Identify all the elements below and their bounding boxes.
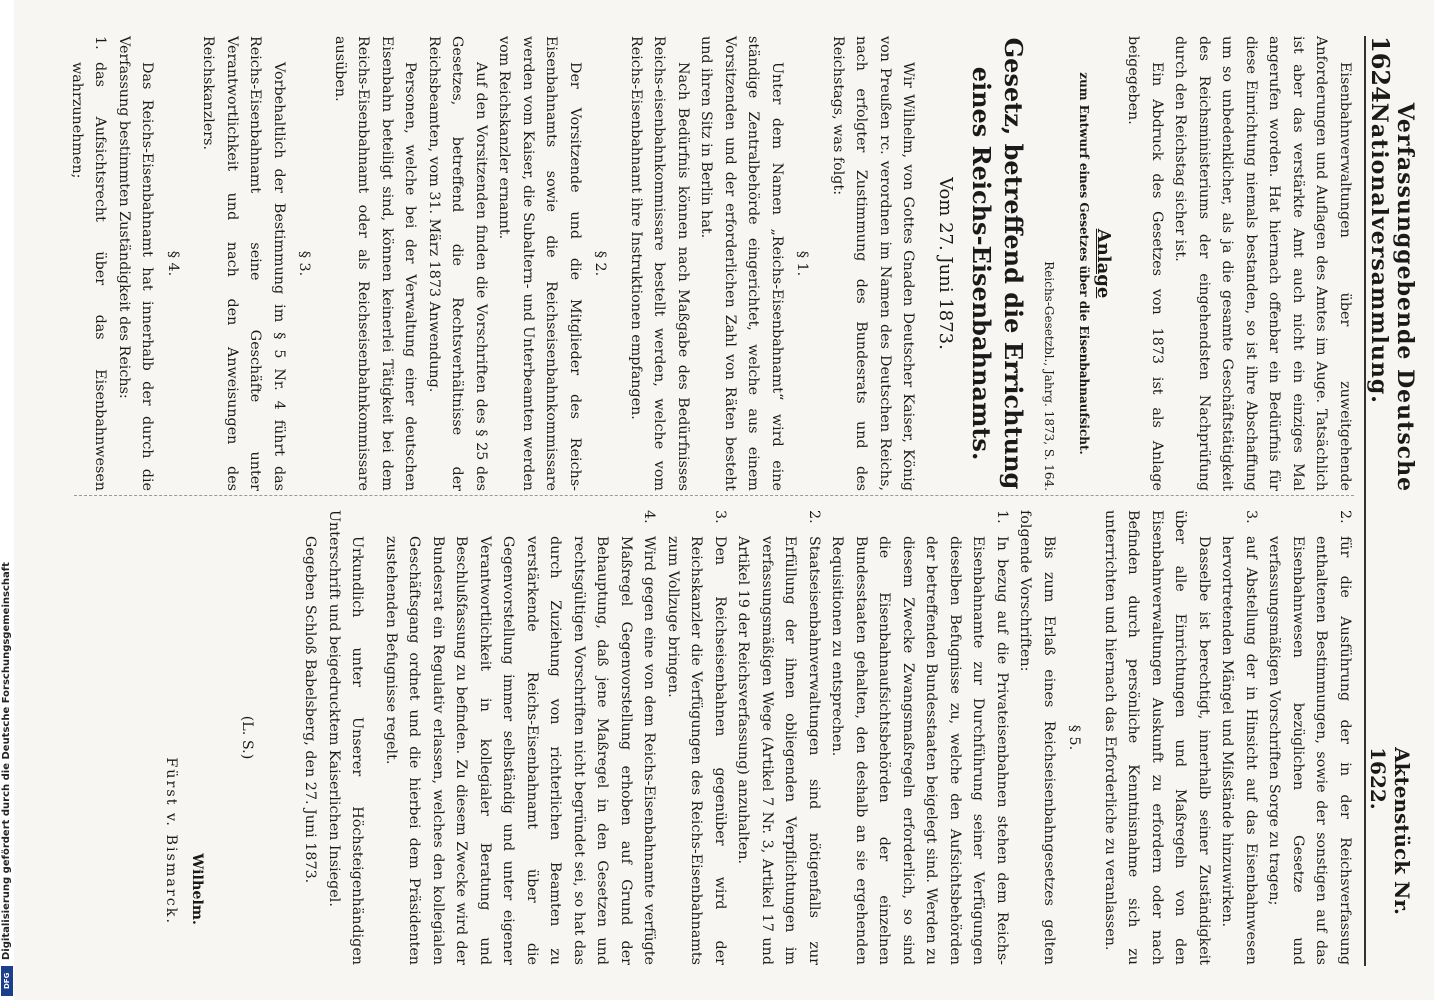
section-paragraph: Vorbehaltlich der Bestimmung im § 5 Nr. 4 führt das Reichs-Eisenbahnamt seine Geschäfte unter Verantwortlichkeit und nach den Anweisungen des Reichskanzlers.	[200, 36, 287, 491]
page-header	[1364, 36, 1418, 966]
section-paragraph: Personen, welche bei der Verwaltung einer deutschen Eisenbahn beteiligt sind, können keinerlei Tätigkeit bei dem Reichs-Eisenbahnamt oder als Reichseisenbahnkommissare ausüben.	[332, 36, 419, 491]
section-heading-5: § 5.	[1066, 724, 1083, 751]
list-item-text: für die Ausführung der in der Reichsverfassung enthaltenen Bestimmungen, sowie der sonstigen auf das Eisenbahnwesen bezüglichen Gesetze und verfassungsmäßigen Vorschriften Sorge zu tragen;	[1266, 536, 1353, 965]
section-heading-2: § 2.	[592, 250, 609, 277]
signature-chancellor: Fürst v. Bismarck.	[163, 757, 180, 925]
gegeben-line: Gegeben Schloß Babelsberg, den 27. Juni 1873.	[302, 536, 319, 884]
list-item	[1215, 510, 1262, 965]
list-item	[379, 510, 661, 965]
anlage-subheading: zum Entwurf eines Gesetzes über die Eisenbahnaufsicht.	[1077, 72, 1092, 455]
abdruck-note: Ein Abdruck des Gesetzes von 1873 ist als Anlage beigegeben.	[1125, 36, 1165, 491]
digitization-credit-strip	[0, 0, 14, 1000]
list-item	[661, 510, 732, 965]
list-item-text: Staatseisenbahnverwaltungen sind nötigenfalls zur Erfüllung der ihnen obliegenden Verpflichtungen im verfassungsmäßigen Wege (Artikel 7 Nr. 3, Artikel 17 und Artikel 19 der Reichsverfassung) anzuhalten.	[735, 536, 822, 965]
list-item	[1262, 510, 1356, 965]
page-number: 1624	[1366, 36, 1395, 103]
list-item-number: 1.	[92, 36, 109, 50]
right-column	[159, 510, 1357, 965]
berechtigt-paragraph: Dasselbe ist berechtigt, innerhalb seiner Zuständigkeit über alle Einrichtungen und Maßregeln von den Eisenbahnverwaltungen Auskunft zu erfordern oder nach Befinden durch persönliche Kenntnisnahme sich zu unterrichten und hiernach das Erforderliche zu veranlassen.	[1102, 510, 1212, 965]
list-item-text: In bezug auf die Privateisenbahnen stehen dem Reichs-Eisenbahnamte zur Durchführung seiner Verfügungen dieselben Befugnisse zu, welche den Aufsichtsbehörden der betreffenden Bundesstaaten beigelegt sind. Werden zu diesem Zwecke Zwangsmaßregeln erforderlich, so sind die Eisenbahnaufsichtsbehörden der einzelnen Bundesstaaten gehalten, den deshalb an sie ergehenden Requisitionen zu entsprechen.	[829, 536, 1010, 965]
signature-emperor: Wilhelm.	[189, 853, 206, 925]
section-paragraph: Das Reichs-Eisenbahnamt hat innerhalb der durch die Verfassung bestimmten Zuständigkeit des Reichs:	[116, 36, 156, 491]
anlage-heading: Anlage	[1093, 228, 1114, 299]
column-divider	[74, 495, 1354, 496]
preamble: Wir Wilhelm, von Gottes Gnaden Deutscher Kaiser, König von Preußen rc. verordnen im Namen des Deutschen Reichs, nach erfolgter Zustimmung des Bundesrats und des Reichstags, was folgt:	[830, 36, 917, 491]
list-item	[731, 510, 825, 965]
list-item-text: Den Reichseisenbahnen gegenüber wird der Reichskanzler die Verfügungen des Reichs-Eisenbahnamts zum Vollzuge bringen.	[665, 536, 728, 965]
seal-mark: (L. S.)	[239, 715, 255, 760]
page-title: Verfassunggebende Deutsche Nationalversammlung.	[1366, 102, 1418, 493]
list-item-number: 4.	[641, 510, 658, 524]
section-heading-1: § 1.	[794, 250, 811, 277]
list-item-number: 3.	[712, 510, 728, 524]
list-item-number: 3.	[1243, 510, 1259, 524]
list-item	[65, 36, 112, 491]
urkundlich-paragraph: Urkundlich unter Unserer Höchsteigenhändigen Unterschrift und beigedrucktem Kaiserlichen Insiegel.	[326, 510, 366, 965]
intro-paragraph: Eisenbahnverwaltungen über zuweitgehende Anforderungen und Auflagen des Amtes im Auge. Tatsächlich ist aber das verstärkte Amt auch nicht ein einziges Mal angerufen worden. Hat hiernach offenbar ein Bedürfnis für diese Einrichtung niemals bestanden, so ist ihre Abschaffung um so unbedenklicher, als ja die gesamte Geschäftstätigkeit des Reichsministeriums der eingehendsten Nachprüfung durch den Reichstag sicher ist.	[1172, 36, 1353, 491]
gazette-citation: Reichs-Gesetzbl., Jahrg. 1873, S. 164.	[1042, 261, 1057, 491]
digitization-credit: Digitalisierung gefördert durch die Deutsche Forschungsgemeinschaft	[1, 562, 12, 960]
list-item-number: 2.	[1337, 510, 1353, 524]
list-item-text: auf Abstellung der in Hinsicht auf das Eisenbahnwesen hervortretenden Mängel und Mißstände hinzuwirken.	[1219, 536, 1259, 965]
section-paragraph: Der Vorsitzende und die Mitglieder des Reichs-Eisenbahnamts sowie die Reichseisenbahnkommissare werden vom Kaiser, die Subaltern- und Unterbeamten werden vom Reichskanzler ernannt.	[496, 36, 583, 491]
section-heading-4: § 4.	[165, 250, 181, 277]
dfg-logo: DFG	[1, 966, 13, 996]
law-title: Gesetz, betreffend die Errichtung eines Reichs-Eisenbahnamts.	[967, 37, 1028, 490]
signature-block	[159, 510, 211, 965]
law-date: Vom 27. Juni 1873.	[935, 177, 956, 350]
section5-intro: Bis zum Erlaß eines Reichseisenbahngesetzes gelten folgende Vorschriften:	[1017, 510, 1057, 965]
section-paragraph: Auf den Vorsitzenden finden die Vorschriften des § 25 des Gesetzes, betreffend die Rechtsverhältnisse der Reichsbeamten, vom 31. März 1873 Anwendung.	[426, 36, 489, 491]
list-item-text: Wird gegen eine von dem Reichs-Eisenbahnamte verfügte Maßregel Gegenvorstellung erhoben auf Grund der Behauptung, daß jene Maßregel in den Gesetzen und rechtsgültigen Vorschriften nicht begründet sei, so hat das durch Zuziehung von richterlichen Beamten zu verstärkende Reichs-Eisenbahnamt über die Gegenvorstellung immer selbständig und unter eigener Verantwortlichkeit in kollegialer Beratung und Beschlußfassung zu befinden. Zu diesem Zwecke wird der Bundesrat ein Regulativ erlassen, welches den kollegialen Geschäftsgang ordnet und die hierbei dem Präsidenten zustehenden Befugnisse regelt.	[383, 536, 658, 965]
list-item-number: 1.	[994, 510, 1010, 524]
section-paragraph: Nach Bedürfnis können nach Maßgabe des Bedürfnisses Reichs-eisenbahnkommissare bestellt werden, welche vom Reichs-Eisenbahnamt ihre Instruktionen empfangen.	[628, 36, 691, 491]
list-item	[825, 510, 1013, 965]
list-item-text: das Aufsichtsrecht über das Eisenbahnwesen wahrzunehmen;	[69, 62, 109, 491]
document-number: Aktenstück Nr. 1622.	[1366, 747, 1414, 916]
section-heading-3: § 3.	[296, 250, 313, 277]
left-column	[65, 36, 1357, 491]
section-paragraph: Unter dem Namen „Reichs-Eisenbahnamt“ wird eine ständige Zentralbehörde eingerichtet, welche aus einem Vorsitzenden und der erforderlichen Zahl von Räten besteht und ihren Sitz in Berlin hat.	[698, 36, 785, 491]
list-item-number: 2.	[806, 510, 822, 524]
